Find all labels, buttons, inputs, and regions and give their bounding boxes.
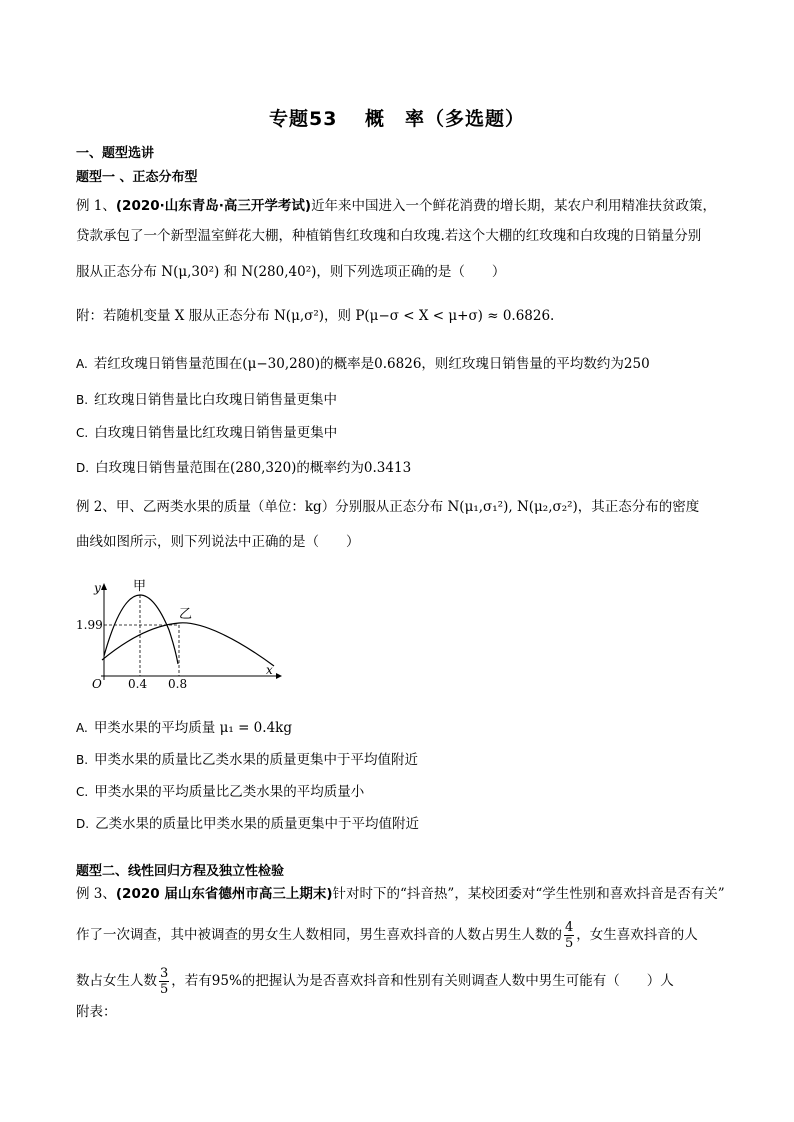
example-2-option-b: B. 甲类水果的质量比乙类水果的质量更集中于平均值附近 [76,752,419,768]
x-tick-label-2: 0.8 [168,677,188,688]
x-axis-label: x [266,663,273,677]
example-text: 近年来中国进入一个鲜花消费的增长期，某农户利用精准扶贫政策， [311,198,717,214]
example-2-line-1: 例 2、甲、乙两类水果的质量（单位：kg）分别服从正态分布 N(μ₁,σ₁²), N(μ₂,σ₂²)，其正态分布的密度 [76,499,700,515]
x-tick-label-1: 0.4 [128,677,148,688]
page-title: 专题53 概 率（多选题） [268,108,526,130]
example-1-note: 附：若随机变量 X 服从正态分布 N(μ,σ²)，则 P(μ−σ < X < μ+σ) ≈ 0.6826. [76,308,555,324]
curve-yi [102,623,274,666]
origin-label: O [92,677,102,688]
example-3-line-1 [76,884,726,904]
example-1-line-2: 贷款承包了一个新型温室鲜花大棚，种植销售红玫瑰和白玫瑰.若这个大棚的红玫瑰和白玫瑰的日销量分别 [76,228,702,244]
example-2-line-2: 曲线如图所示，则下列说法中正确的是（ ） [76,534,360,550]
example-1-option-a: A. 若红玫瑰日销售量范围在(μ−30,280)的概率是0.6826，则红玫瑰日销售量的平均数约为250 [76,356,650,372]
example-3-line-3: 数占女生人数 $\frac{3}{5}$ ，若有95%的把握认为是否喜欢抖音和性别有关则调查人数中男生可能有（ ）人 [76,966,674,997]
example-1-line-3: 服从正态分布 N(μ,30²) 和 N(280,40²)，则下列选项正确的是（ ） [76,264,506,280]
example-1-option-d: D. 白玫瑰日销售量范围在(280,320)的概率约为0.3413 [76,460,412,476]
section-heading: 一、题型选讲 [76,146,155,161]
fraction-four-fifths: $\frac{4}{5}$ [565,920,574,951]
example-label: 例 3、 [76,886,116,902]
y-axis-label: y [94,581,101,595]
example-text: 针对时下的“抖音热”，某校团委对“学生性别和喜欢抖音是否有关” [332,886,725,902]
curve-jia [104,595,178,664]
fraction-three-fifths: $\frac{3}{5}$ [160,966,169,997]
example-label: 例 1、 [76,198,116,214]
x-axis-arrow-icon [276,673,282,679]
example-3-line-2: 作了一次调查，其中被调查的男女生人数相同，男生喜欢抖音的人数占男生人数的 $\frac{4}{5}$ ，女生喜欢抖音的人 [76,920,698,951]
normal-density-figure [76,578,286,692]
example-1-line-1 [76,196,726,216]
curve-jia-label: 甲 [133,579,147,594]
example-2-option-c: C. 甲类水果的平均质量比乙类水果的平均质量小 [76,784,365,800]
density-curves-svg [76,578,286,688]
curve-yi-label: 乙 [179,607,193,622]
y-axis-arrow-icon [101,583,107,590]
example-source: (2020·山东青岛·高三开学考试) [115,198,312,214]
example-3-appendix-label: 附表： [76,1004,117,1020]
example-source: (2020 届山东省德州市高三上期末) [115,886,333,902]
example-1-option-b: B. 红玫瑰日销售量比白玫瑰日销售量更集中 [76,392,338,408]
example-2-option-d: D. 乙类水果的质量比甲类水果的质量更集中于平均值附近 [76,816,420,832]
example-1-option-c: C. 白玫瑰日销售量比红玫瑰日销售量更集中 [76,425,338,441]
question-type-heading-2: 题型二、线性回归方程及独立性检验 [76,864,285,879]
example-2-option-a: A. 甲类水果的平均质量 μ₁ = 0.4kg [76,720,292,736]
y-tick-label: 1.99 [76,618,103,632]
question-type-heading-1: 题型一 、正态分布型 [76,170,198,185]
